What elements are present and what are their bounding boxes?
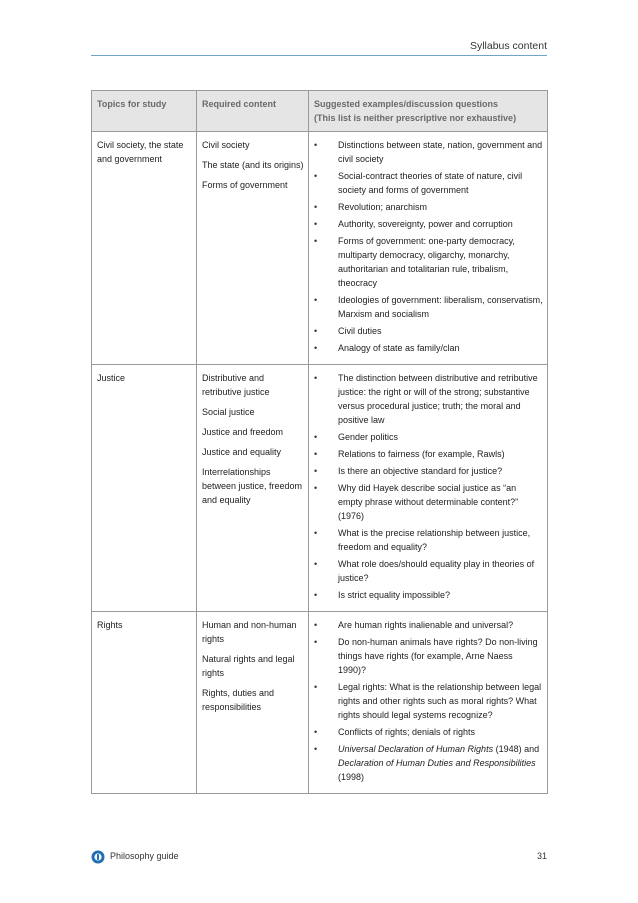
required-item: Human and non-human rights xyxy=(202,620,297,644)
list-item: • Relations to fairness (for example, Rawls) xyxy=(314,447,543,461)
list-item: • Forms of government: one-party democracy, multiparty democracy, oligarchy, monarchy, authoritarian and totalitarian rule, tribalism, theocracy xyxy=(314,234,543,290)
required-item: Natural rights and legal rights xyxy=(202,654,295,678)
declaration-title: Universal Declaration of Human Rights xyxy=(338,744,494,754)
list-item: • Conflicts of rights; denials of rights xyxy=(314,725,543,739)
examples-list xyxy=(314,138,543,355)
list-item: • Why did Hayek describe social justice as “an empty phrase without determinable content?” (1976) xyxy=(314,481,543,523)
list-item: • Are human rights inalienable and universal? xyxy=(314,618,543,632)
required-item: Distributive and retributive justice xyxy=(202,373,270,397)
list-item xyxy=(314,742,543,784)
header-topics: Topics for study xyxy=(92,91,197,132)
examples-list xyxy=(314,618,543,784)
header-suggested-line1: Suggested examples/discussion questions xyxy=(314,99,499,109)
required-item: The state (and its origins) xyxy=(202,160,304,170)
required-cell xyxy=(197,612,309,794)
examples-list xyxy=(314,371,543,602)
required-item: Civil society xyxy=(202,140,250,150)
required-item: Justice and freedom xyxy=(202,427,284,437)
examples-cell xyxy=(309,365,548,612)
list-item: • Distinctions between state, nation, government and civil society xyxy=(314,138,543,166)
page-number: 31 xyxy=(536,851,547,861)
table-header-row xyxy=(92,91,548,132)
required-cell xyxy=(197,365,309,612)
list-item: • Social-contract theories of state of nature, civil society and forms of government xyxy=(314,169,543,197)
header-suggested-line2: (This list is neither prescriptive nor exhaustive) xyxy=(314,113,517,123)
list-item: • Revolution; anarchism xyxy=(314,200,543,214)
required-item: Justice and equality xyxy=(202,447,282,457)
list-item: • Analogy of state as family/clan xyxy=(314,341,543,355)
table-row xyxy=(92,612,548,794)
header-suggested xyxy=(309,91,548,132)
header-rule xyxy=(91,55,547,56)
table-row xyxy=(92,132,548,365)
examples-cell xyxy=(309,132,548,365)
running-header: Syllabus content xyxy=(469,40,547,52)
ib-logo-icon xyxy=(91,850,105,864)
required-cell xyxy=(197,132,309,365)
required-item: Rights, duties and responsibilities xyxy=(202,688,275,712)
examples-cell xyxy=(309,612,548,794)
topic-cell: Rights xyxy=(92,612,197,794)
list-item: • Is there an objective standard for justice? xyxy=(314,464,543,478)
list-item-text: (1998) xyxy=(338,772,365,782)
table-row xyxy=(92,365,548,612)
list-item: • Gender politics xyxy=(314,430,543,444)
list-item: • What role does/should equality play in theories of justice? xyxy=(314,557,543,585)
list-item: • Civil duties xyxy=(314,324,543,338)
syllabus-table xyxy=(91,90,548,794)
footer-guide-title: Philosophy guide xyxy=(110,851,179,861)
declaration-title: Declaration of Human Duties and Responsibilities xyxy=(338,758,536,768)
list-item: • Ideologies of government: liberalism, conservatism, Marxism and socialism xyxy=(314,293,543,321)
list-item: • The distinction between distributive and retributive justice: the right or will of the strong; substantive versus procedural justice; truth; the moral and positive law xyxy=(314,371,543,427)
list-item: • Do non-human animals have rights? Do non-living things have rights (for example, Arne Naess 1990)? xyxy=(314,635,543,677)
header-required: Required content xyxy=(197,91,309,132)
required-item: Forms of government xyxy=(202,180,288,190)
list-item: • What is the precise relationship between justice, freedom and equality? xyxy=(314,526,543,554)
list-item: • Is strict equality impossible? xyxy=(314,588,543,602)
list-item: • Legal rights: What is the relationship between legal rights and other rights such as moral rights? What rights should legal systems recognize? xyxy=(314,680,543,722)
list-item: • Authority, sovereignty, power and corruption xyxy=(314,217,543,231)
topic-cell: Justice xyxy=(92,365,197,612)
required-item: Interrelationships between justice, freedom and equality xyxy=(202,467,303,505)
list-item-text: (1948) and xyxy=(493,744,540,754)
required-item: Social justice xyxy=(202,407,255,417)
topic-cell: Civil society, the state and government xyxy=(92,132,197,365)
